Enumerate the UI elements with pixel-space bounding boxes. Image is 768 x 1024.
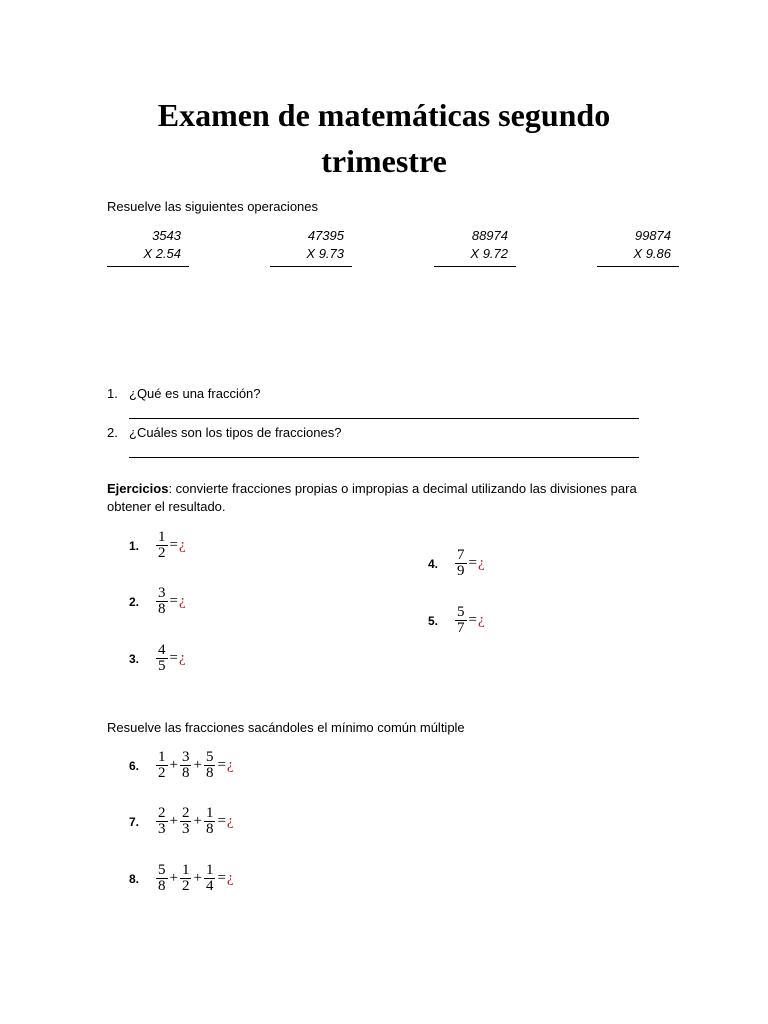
plus-sign: + xyxy=(193,870,202,886)
multiplication-1-top: 3543 xyxy=(152,228,181,243)
question-mark: ¿ xyxy=(226,813,234,829)
fraction xyxy=(180,806,192,837)
mcm-exercise-7 xyxy=(129,806,234,837)
fraction xyxy=(180,863,192,894)
mcm-exercise-6 xyxy=(129,750,234,781)
exercise-1-fraction xyxy=(156,530,168,561)
equals-sign: = xyxy=(169,537,178,553)
mcm-exercise-8 xyxy=(129,863,234,894)
exercise-3 xyxy=(129,643,186,674)
denominator: 9 xyxy=(457,563,465,579)
mcm-exercise-8-number: 8. xyxy=(129,871,140,886)
plus-sign: + xyxy=(193,813,202,829)
exercise-2 xyxy=(129,586,186,617)
numerator: 1 xyxy=(205,862,214,878)
question-mark: ¿ xyxy=(178,593,186,609)
denominator: 8 xyxy=(205,821,214,837)
question-2-answer-line[interactable] xyxy=(129,457,639,458)
numerator: 2 xyxy=(181,805,190,821)
exercise-4-fraction xyxy=(455,548,467,579)
question-mark: ¿ xyxy=(178,650,186,666)
mcm-exercise-6-number: 6. xyxy=(129,758,140,773)
mcm-instruction: Resuelve las fracciones sacándoles el mínimo común múltiple xyxy=(107,720,465,735)
numerator: 1 xyxy=(205,805,214,821)
question-1-answer-line[interactable] xyxy=(129,418,639,419)
fraction xyxy=(204,806,216,837)
exercises-text-line-1: : convierte fracciones propias o impropias a decimal utilizando las divisiones para xyxy=(168,481,637,496)
denominator: 8 xyxy=(205,765,214,781)
exercise-2-number: 2. xyxy=(129,594,140,609)
multiplication-4-bottom: X 9.86 xyxy=(633,246,671,261)
mcm-exercise-7-number: 7. xyxy=(129,814,140,829)
equals-sign: = xyxy=(217,870,226,886)
multiplication-2-top: 47395 xyxy=(307,228,344,243)
plus-sign: + xyxy=(193,757,202,773)
numerator: 3 xyxy=(181,749,190,765)
exercise-4 xyxy=(428,548,485,579)
plus-sign: + xyxy=(169,870,178,886)
exercise-5-fraction xyxy=(455,605,467,636)
multiplication-1-bottom: X 2.54 xyxy=(143,246,181,261)
plus-sign: + xyxy=(169,813,178,829)
numerator: 1 xyxy=(181,862,190,878)
denominator: 7 xyxy=(457,620,465,636)
exercise-5-number: 5. xyxy=(428,613,439,628)
multiplication-4-top: 99874 xyxy=(634,228,671,243)
question-1-text: ¿Qué es una fracción? xyxy=(129,386,261,401)
numerator: 1 xyxy=(158,749,166,765)
title-line-1: Examen de matemáticas segundo xyxy=(157,97,611,133)
fraction xyxy=(204,863,216,894)
denominator: 3 xyxy=(158,821,166,837)
question-1-number: 1. xyxy=(107,386,118,401)
numerator: 5 xyxy=(158,862,166,878)
question-mark: ¿ xyxy=(178,537,186,553)
fraction xyxy=(156,750,168,781)
equals-sign: = xyxy=(468,612,477,628)
exercises-text-line-2: obtener el resultado. xyxy=(107,499,226,514)
exercises-label: Ejercicios xyxy=(107,481,169,496)
equals-sign: = xyxy=(169,650,178,666)
denominator: 8 xyxy=(181,765,190,781)
multiplication-2 xyxy=(270,227,352,267)
denominator: 2 xyxy=(181,878,190,894)
multiplication-1 xyxy=(107,227,189,267)
exercise-4-number: 4. xyxy=(428,556,439,571)
denominator: 8 xyxy=(158,601,166,617)
numerator: 5 xyxy=(205,749,214,765)
question-mark: ¿ xyxy=(226,757,234,773)
numerator: 4 xyxy=(158,642,166,658)
numerator: 2 xyxy=(158,805,166,821)
multiplication-4 xyxy=(597,227,679,267)
equals-sign: = xyxy=(169,593,178,609)
exercise-3-number: 3. xyxy=(129,651,140,666)
operations-instruction: Resuelve las siguientes operaciones xyxy=(107,199,319,214)
numerator: 1 xyxy=(158,529,166,545)
fraction xyxy=(156,806,168,837)
question-mark: ¿ xyxy=(226,870,234,886)
exercise-1-number: 1. xyxy=(129,538,140,553)
exercise-1 xyxy=(129,530,186,561)
denominator: 2 xyxy=(158,765,166,781)
page-title xyxy=(0,92,768,184)
question-mark: ¿ xyxy=(477,612,485,628)
question-2-text: ¿Cuáles son los tipos de fracciones? xyxy=(129,425,342,440)
question-2-number: 2. xyxy=(107,425,118,440)
fraction xyxy=(180,750,192,781)
plus-sign: + xyxy=(169,757,178,773)
multiplication-2-bottom: X 9.73 xyxy=(306,246,344,261)
multiplication-3-bottom: X 9.72 xyxy=(470,246,508,261)
fraction xyxy=(204,750,216,781)
equals-sign: = xyxy=(468,555,477,571)
exercise-5 xyxy=(428,605,485,636)
exercise-2-fraction xyxy=(156,586,168,617)
title-line-2: trimestre xyxy=(321,143,447,179)
question-mark: ¿ xyxy=(477,555,485,571)
exercise-3-fraction xyxy=(156,643,168,674)
numerator: 5 xyxy=(457,604,465,620)
fraction xyxy=(156,863,168,894)
numerator: 3 xyxy=(158,585,166,601)
numerator: 7 xyxy=(457,547,465,563)
exercises-instruction xyxy=(107,480,667,516)
multiplication-3 xyxy=(434,227,516,267)
denominator: 8 xyxy=(158,878,166,894)
equals-sign: = xyxy=(217,757,226,773)
denominator: 4 xyxy=(205,878,214,894)
equals-sign: = xyxy=(217,813,226,829)
denominator: 5 xyxy=(158,658,166,674)
multiplication-3-top: 88974 xyxy=(471,228,508,243)
denominator: 3 xyxy=(181,821,190,837)
denominator: 2 xyxy=(158,545,166,561)
